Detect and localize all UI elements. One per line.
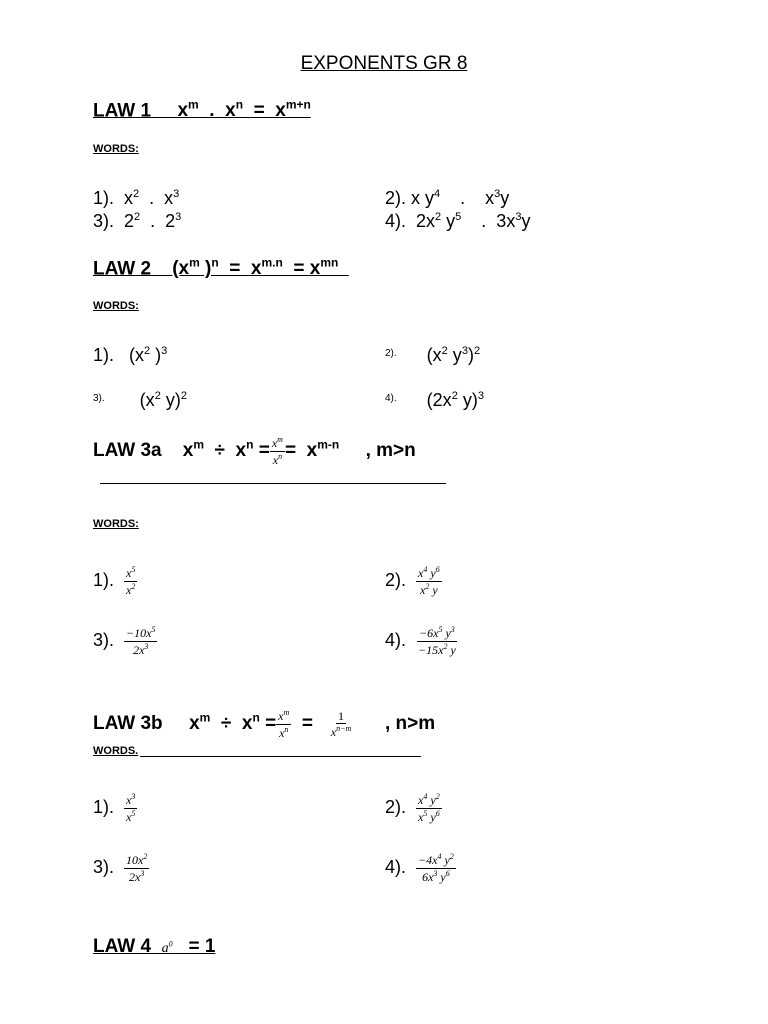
law-3a-heading: [93, 436, 416, 466]
problem-number: 2).: [385, 569, 407, 590]
law-1-label: LAW 1: [93, 100, 152, 122]
law-3b-words-label: WORDS.: [93, 745, 139, 757]
law-1-problem-4: 4). $2x^2$ $y^5$ . $3x^3y$: [385, 211, 531, 231]
law-3b-problem-2: 2). $\frac{x^4 y^2}{x^5 y^6}$: [385, 792, 440, 824]
law-4-result: = 1: [188, 936, 216, 957]
problem-number: 4).: [385, 211, 407, 231]
problem-number: 1).: [93, 345, 115, 365]
law-3a-formula: $x^m \div x^n$ = $\frac{x^m}{x^n}$ = $x^{m-n}$: [182, 435, 340, 467]
law-3b-problem-3: 3). $\frac{10x^2}{2x^3}$: [93, 852, 148, 884]
law-3a-problem-1: 1). $\frac{x^5}{x^2}$: [93, 565, 136, 597]
law-3b-underline: [140, 756, 421, 757]
law-1-problem-1: 1). $x^2$ . $x^3$: [93, 188, 180, 208]
law-1-words-label: WORDS:: [93, 143, 139, 155]
problem-number: 1).: [93, 796, 115, 817]
problem-number: 3).: [93, 211, 115, 231]
problem-number: 1).: [93, 188, 115, 208]
problem-number: 4).: [385, 393, 397, 404]
law-3b-condition: , n>m: [384, 713, 436, 735]
law-3a-label: LAW 3a: [93, 440, 162, 462]
law-3a-problem-3: 3). $\frac{-10x^5}{2x^3}$: [93, 625, 156, 657]
law-2-heading: [93, 256, 349, 280]
law-3b-formula: $x^m \div x^n$ = $\frac{x^m}{x^n}$ = $\frac{1}{x^{n-m}}$: [189, 708, 352, 740]
law-4-label: LAW 4: [93, 936, 152, 957]
law-2-formula: ($x^m$ )$^n = x^{m.n} = x^{mn}$: [172, 256, 339, 280]
law-1-problem-2: 2). x $y^4$ . $x^3y$: [385, 188, 510, 208]
law-4-heading: [93, 936, 215, 958]
law-3b-problem-4: 4). $\frac{-4x^4 y^2}{6x^3 y^6}$: [385, 852, 454, 884]
law-3b-heading: [93, 709, 435, 739]
law-2-problem-4: $^{4).}$ ($2x^2$ y)$^3$: [385, 390, 484, 410]
problem-number: 3).: [93, 629, 115, 650]
law-2-problem-2: $^{2).}$ ($x^2$ $y^3)^2$: [385, 345, 481, 365]
problem-number: 1).: [93, 569, 115, 590]
problem-number: 4).: [385, 629, 407, 650]
law-3b-label: LAW 3b: [93, 713, 163, 735]
law-3a-words-label: WORDS:: [93, 518, 139, 530]
law-2-problem-1: 1). ($x^2$ )$^3$: [93, 345, 168, 365]
law-3a-problem-4: 4). $\frac{-6x^5 y^3}{-15x^2 y}$: [385, 625, 456, 657]
problem-number: 2).: [385, 796, 407, 817]
law-1-heading: [93, 98, 311, 122]
problem-number: 3).: [93, 856, 115, 877]
problem-number: 3).: [93, 393, 105, 404]
law-3b-problem-1: 1). $\frac{x^3}{x^5}$: [93, 792, 136, 824]
law-3a-condition: , m>n: [365, 440, 416, 462]
law-2-words-label: WORDS:: [93, 300, 139, 312]
law-1-formula: $x^m$ . $x^n = x^{m+n}$: [177, 98, 311, 122]
law-3a-problem-2: 2). $\frac{x^4 y^6}{x^2 y}$: [385, 565, 440, 597]
page-title: EXPONENTS GR 8: [300, 53, 468, 74]
law-1-problem-3: 3). $2^2$ . $2^3$: [93, 211, 182, 231]
law-3a-underline: [100, 483, 446, 484]
law-4-formula: $a^0$: [161, 939, 173, 956]
law-2-problem-3: $^{3).}$ ($x^2$ y)$^2$: [93, 390, 187, 410]
law-2-label: LAW 2: [93, 258, 152, 280]
problem-number: 2).: [385, 188, 407, 208]
problem-number: 4).: [385, 856, 407, 877]
problem-number: 2).: [385, 348, 397, 359]
